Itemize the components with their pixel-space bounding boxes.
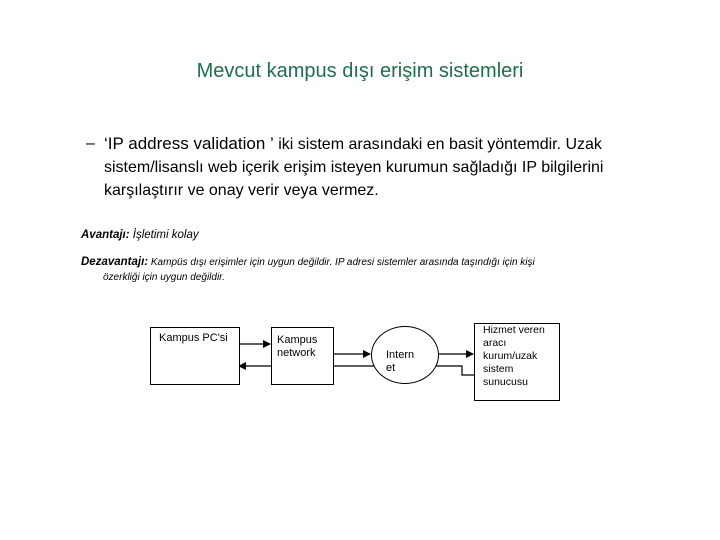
node-campus-network (271, 327, 334, 385)
node-campus-pc (150, 327, 240, 385)
slide-title: Mevcut kampus dışı erişim sistemleri (196, 60, 524, 82)
disadvantage-label: Dezavantajı: (81, 256, 149, 268)
node-campus-network-label: Kampus network (277, 334, 318, 359)
disadvantage-text-2: özerkliği için uygun değildir. (103, 272, 225, 283)
node-internet (371, 326, 439, 384)
bullet-body: iki sistem arasındaki en basit yöntemdir. Uzak sistem/lisanslı web içerik erişim isteyen kurumun sağladığı IP bilgilerini karşılaştırır ve onay verir veya vermez. (104, 136, 604, 199)
disadvantage-text-1: Kampüs dışı erişimler için uygun değildir. IP adresi sistemler arasında taşındığı için kişi (148, 257, 535, 268)
node-service-server-label: Hizmet veren aracı kurum/uzak sistem sunucusu (483, 324, 545, 388)
advantage-label: Avantajı: (81, 229, 130, 241)
bullet-dash: – (86, 135, 95, 152)
node-internet-label: Intern et (386, 349, 415, 374)
advantage-text: İşletimi kolay (129, 229, 199, 241)
node-campus-pc-label: Kampus PC'si (159, 332, 228, 344)
bullet-lead: ‘IP address validation ’ (104, 134, 274, 153)
node-service-server (474, 323, 560, 401)
